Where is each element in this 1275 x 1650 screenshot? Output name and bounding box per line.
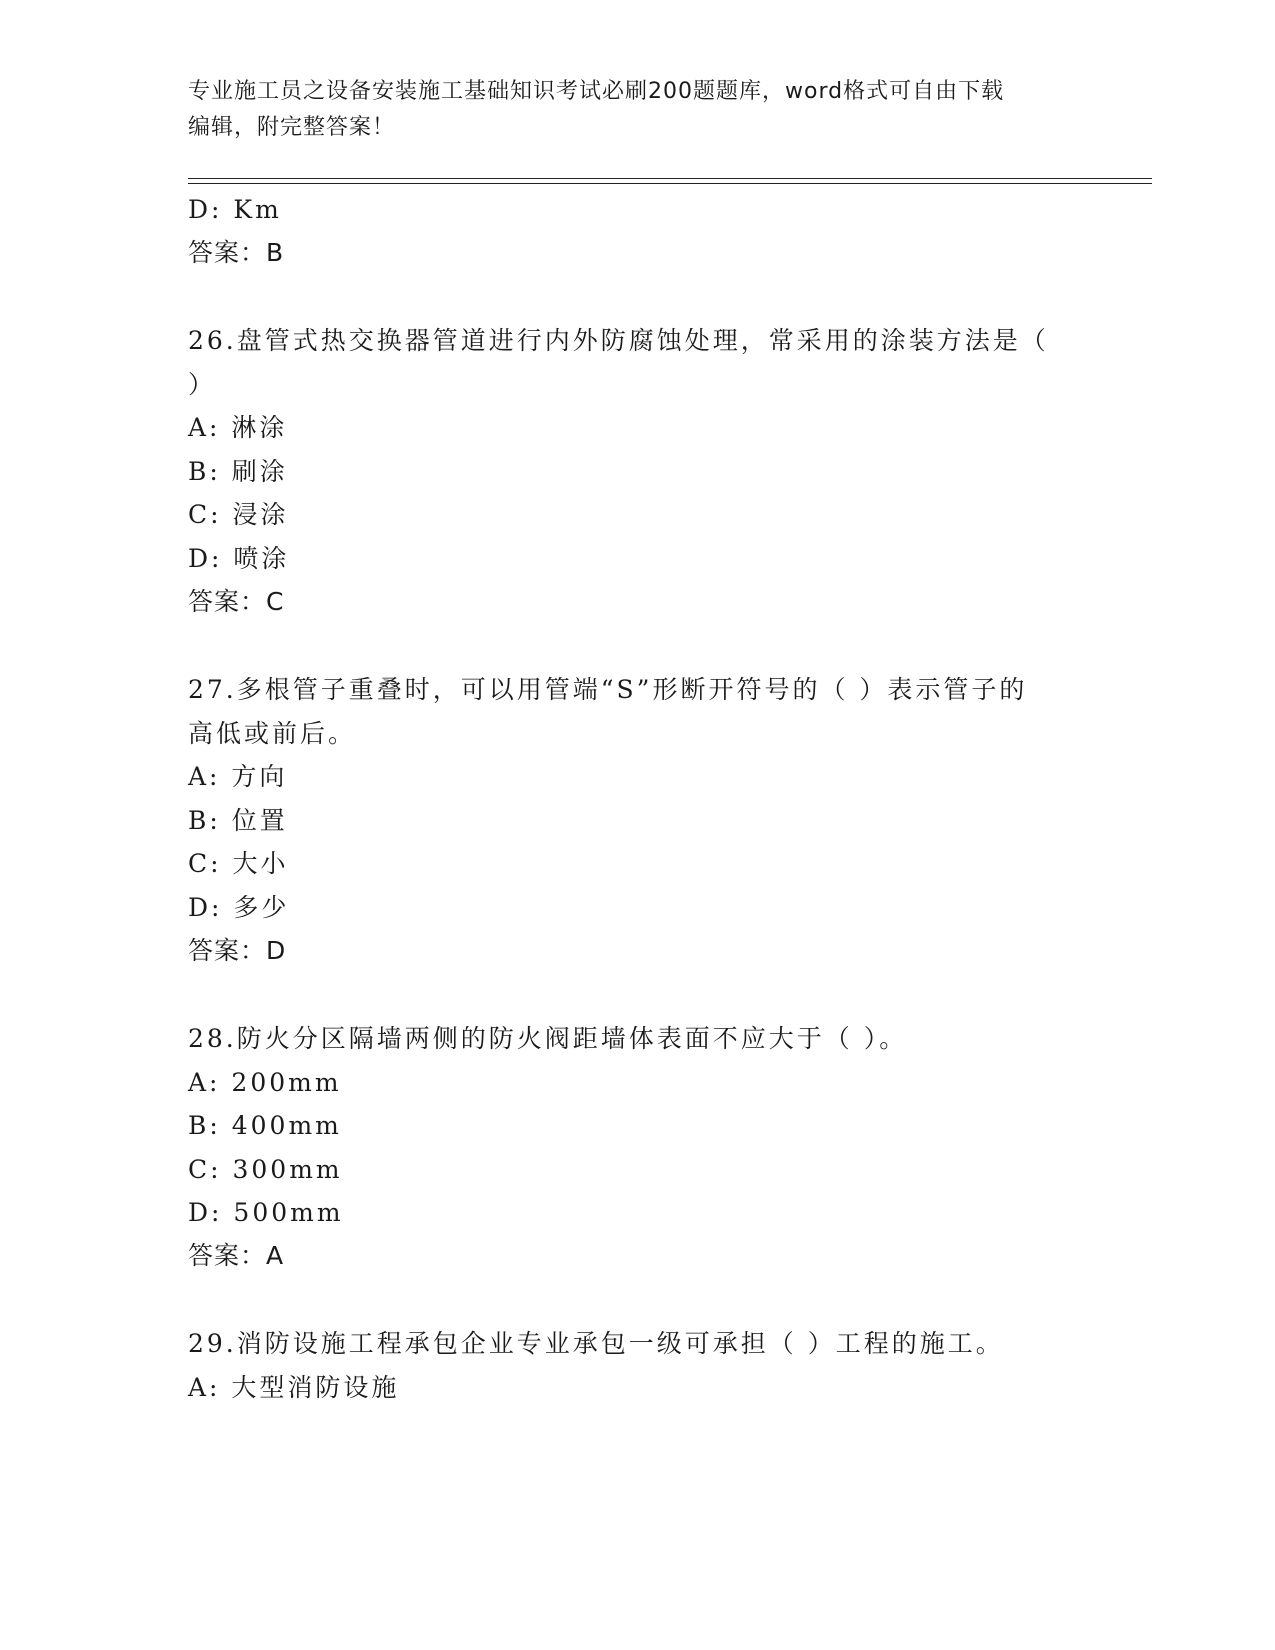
- q27-answer: 答案：D: [188, 936, 287, 965]
- q28-option-a: A: 200mm: [188, 1068, 342, 1097]
- q27-stem-line2: 高低或前后。: [188, 719, 357, 748]
- q26-option-a: A: 淋涂: [188, 413, 288, 442]
- q28-stem-line1: 28.防火分区隔墙两侧的防火阀距墙体表面不应大于（ ）。: [188, 1024, 908, 1053]
- document-header: [188, 74, 1068, 146]
- header-rule-bottom: [188, 183, 1152, 184]
- q26-stem-line2: ）: [188, 370, 217, 399]
- q29-stem-line1: 29.消防设施工程承包企业专业承包一级可承担（ ）工程的施工。: [188, 1329, 1004, 1358]
- q27-option-a: A: 方向: [188, 762, 288, 791]
- header-title-line2: 编辑，附完整答案！: [188, 115, 396, 140]
- q27-option-d: D: 多少: [188, 893, 290, 922]
- q28-option-c: C: 300mm: [188, 1155, 343, 1184]
- q26-answer: 答案：C: [188, 587, 285, 616]
- prev-option-d: D: Km: [188, 195, 282, 224]
- header-rule-top: [188, 178, 1152, 179]
- q27-stem-line1: 27.多根管子重叠时，可以用管端“S”形断开符号的（ ）表示管子的: [188, 675, 1028, 704]
- prev-answer: 答案：B: [188, 238, 285, 267]
- q28-option-d: D: 500mm: [188, 1198, 344, 1227]
- q27-option-c: C: 大小: [188, 849, 289, 878]
- q26-option-c: C: 浸涂: [188, 500, 289, 529]
- q26-stem-line1: 26.盘管式热交换器管道进行内外防腐蚀处理，常采用的涂装方法是（: [188, 326, 1049, 355]
- q27-option-b: B: 位置: [188, 806, 288, 835]
- q26-option-d: D: 喷涂: [188, 544, 290, 573]
- q29-option-a: A: 大型消防设施: [188, 1373, 400, 1402]
- q28-answer: 答案：A: [188, 1241, 285, 1270]
- header-title-line1: 专业施工员之设备安装施工基础知识考试必刷200题题库，word格式可自由下载: [188, 79, 1005, 104]
- q26-option-b: B: 刷涂: [188, 457, 288, 486]
- q28-option-b: B: 400mm: [188, 1111, 342, 1140]
